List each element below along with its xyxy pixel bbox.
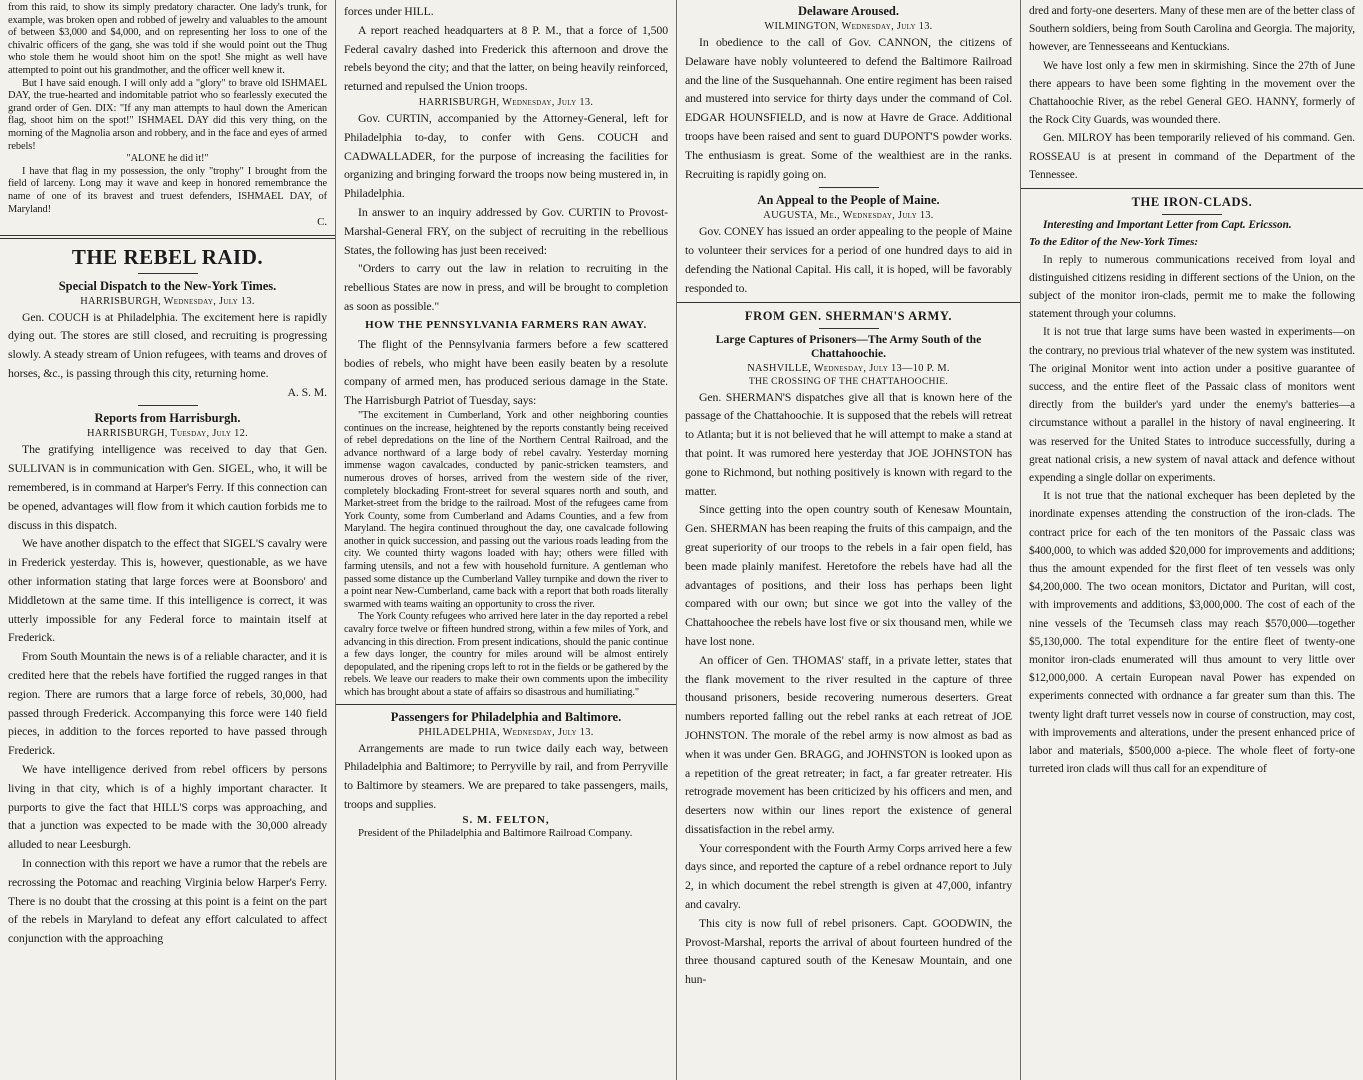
dateline: NASHVILLE, Wednesday, July 13—10 P. M. (747, 362, 950, 374)
paragraph: In reply to numerous communications received from loyal and distinguished citizens residing in different sections of the Union, on the subject of the monitor iron-clads, permit me to make the following statement through your columns. (1029, 253, 1355, 321)
letter-signature: C. (317, 216, 327, 229)
paragraph: But I have said enough. I will only add a "glory" to brave old ISHMAEL DAY, the true-hearted and indomitable patriot who so fearlessly executed the grand order of Gen. DIX: "If any man attempts to haul down the American flag, shoot him on the spot!" ISHMAEL DAY did this very thing, on the morning of the Magnolia arson and robbery, and in the face and eyes of armed rebels! (8, 77, 327, 152)
paragraph: Gov. CURTIN, accompanied by the Attorney-General, left for Philadelphia to-day, to confer with Gens. COUCH and CADWALLADER, for the purpose of increasing the facilities for organizing and bringing forward the troops now being mustered in, in Philadelphia. (344, 110, 668, 201)
main-headline: THE REBEL RAID. (71, 244, 264, 269)
special-dispatch-heading: Special Dispatch to the New-York Times. (58, 278, 277, 293)
passengers-heading: Passengers for Philadelphia and Baltimore. (390, 709, 622, 724)
ironclads-deck: Interesting and Important Letter from Capt. Ericsson. (1043, 219, 1292, 232)
section-divider (336, 704, 676, 705)
paragraph: Gen. MILROY has been temporarily relieved of his command. Gen. ROSSEAU is at present in command of the Department of the Tennessee. (1029, 132, 1355, 181)
short-rule (138, 405, 198, 406)
short-rule (819, 328, 879, 329)
short-rule (1162, 214, 1222, 215)
paragraph: "ALONE he did it!" (126, 153, 209, 165)
paragraph: dred and forty-one deserters. Many of these men are of the better class of Southern soldiers, being from South Carolina and Georgia. The majority, however, are Tennesseeans and Kentuckians. (1029, 5, 1355, 54)
notice-signature: S. M. FELTON, (462, 813, 550, 826)
section-divider (1021, 188, 1363, 189)
paragraph: In connection with this report we have a rumor that the rebels are recrossing the Potomac and reaching Virginia below Harper's Ferry. There is no doubt that the crossing at this point is a feint on the part of the rebels in Maryland to defeat any effort calculated to affect conjunction with the approaching (8, 856, 327, 946)
dateline: HARRISBURGH, Wednesday, July 13. (418, 96, 594, 108)
paragraph: This city is now full of rebel prisoners. Capt. GOODWIN, the Provost-Marshal, reports the arrival of about fourteen hundred of the three thousand captured south of the Kenesaw Mountain, and one hun- (685, 915, 1012, 987)
sherman-subhead: THE CROSSING OF THE CHATTAHOOCHIE. (748, 375, 949, 387)
paragraph: An officer of Gen. THOMAS' staff, in a private letter, states that the flank movement to the river resulted in the capture of three thousand prisoners, beside recovering numerous deserters. Great numbers reported falling out the rebel ranks at each retreat of JOE JOHNSTON. The morale of the rebel army is now almost as bad as when it was under Gen. BRAGG, and JOHNSTON is looked upon as a repetition of the great retreater; in fact, a far greater retreater. His retrograde movement has been criticized by his officers and men, and deserters now within our lines report the existence of general dissatisfaction in the rebel army. (685, 652, 1012, 836)
paragraph: from this raid, to show its simply predatory character. One lady's trunk, for example, was broken open and robbed of jewelry and valuables to the amount of between $3,000 and $4,000, and on representing her loss to one of the chivalric officers of the gang, she was told if she would point out the Thug who stole them he would shoot him on the spot! She might as well have attempted to point out his grandmother, and the officer well knew it. (8, 2, 327, 76)
sherman-heading: FROM GEN. SHERMAN'S ARMY. (744, 308, 953, 323)
section-divider (0, 235, 335, 239)
paragraph: Arrangements are made to run twice daily each way, between Philadelphia and Baltimore; to Perryville by rail, and from Perryville to Baltimore by steamers. We are prepared to take passengers, mails, troops and supplies. (344, 740, 668, 811)
paragraph: forces under HILL. (344, 4, 434, 18)
paragraph: "Orders to carry out the law in relation to recruiting in the rebellious States are now in press, and will be brought to completion as soon as possible." (344, 261, 668, 313)
column-2 (336, 0, 677, 1080)
paragraph: From South Mountain the news is of a reliable character, and it is credited here that the rebels have fortified the rugged ranges in that region. There are rumors that a large force of rebels, 30,000, had passed through Frederick. Accompanying this force were 140 field pieces, in addition to the forces reported to have passed through Frederick. (8, 649, 327, 758)
paragraph: It is not true that the national exchequer has been depleted by the inordinate expenses attending the construction of the iron-clads. The contract price for each of the ten monitors of the Passaic class was $400,000, to which was added $20,000 for improvements and additions; thus the amount expended for the first fleet of ten vessels was only $4,200,000. The two ocean monitors, Dictator and Puritan, will cost, with improvements and additions, $3,000,000. The cost of each of the nine vessels of the Tecumseh class may reach $570,000—together $5,130,000. The total expenditure for the entire fleet of twenty-one monitor iron-clads enumerated will thus amount to very little over $12,000,000. A certain European naval Power has expended on experiments connected with ordnance a far greater sum than this. The twenty light draft turret vessels now in course of construction, may cost, with improvements and alterations, under the present enhanced price of labor and materials, $500,000 a-piece. The whole fleet of forty-one turreted iron clads will thus call for an expenditure of (1029, 490, 1355, 776)
dateline: WILMINGTON, Wednesday, July 13. (764, 21, 933, 32)
paragraph: Gov. CONEY has issued an order appealing to the people of Maine to volunteer their services for a period of one hundred days to aid in defending the National Capital. His call, it is hoped, will be favorably responded to. (685, 224, 1012, 295)
column-4 (1021, 0, 1363, 1080)
delaware-heading: Delaware Aroused. (798, 4, 899, 18)
column-1 (0, 0, 336, 1080)
paragraph: The gratifying intelligence was received to day that Gen. SULLIVAN is in communication with Gen. SIGEL, who, it will be remembered, is in command at Harper's Ferry. If this connection can be opened, advantages will flow from it which caution forbids me to discuss in this dispatch. (8, 442, 327, 532)
paragraph: Gen. COUCH is at Philadelphia. The excitement here is rapidly dying out. The stores are still closed, and recruiting is progressing slowly. A steady stream of Union refugees, with teams and droves of horses, &c., is passing through this city, returning home. (8, 309, 327, 380)
paragraph: A report reached headquarters at 8 P. M., that a force of 1,500 Federal cavalry dashed into Frederick this afternoon and drove the rebels beyond the city; and that the latter, on being heavily reinforced, returned and repulsed the Union troops. (344, 22, 668, 94)
dispatch-signature: A. S. M. (287, 384, 327, 399)
paragraph: It is not true that large sums have been wasted in experiments—on the contrary, no previous trial whatever of the new system was instituted. The original Monitor went into action under a positive guarantee of success, and the entire fleet of the Passaic class of monitors went directly from the builder's yard under the enemy's batteries—a circumstance without a parallel in the history of naval engineering. It was reserved for the United States to introduce successfully, during a great national crisis, a new system of naval attack and defence without expending a single dollar on experiments. (1029, 326, 1355, 484)
dateline: AUGUSTA, Me., Wednesday, July 13. (763, 210, 934, 222)
paragraph: "The excitement in Cumberland, York and other neighboring counties continues on the increase, heightened by the reports constantly being received of rebel depredations on the line of the Northern Central Railroad, and the advance northward of a large body of rebel cavalry. Yesterday morning immense wagon cavalcades, conducted by panic-stricken teamsters, and numerous droves of horses, arrived from the western side of the river, completely blockading Front-street for several squares north and south, and Market-street from the bridge to the railroad. Most of the refugees came from York County, some from Cumberland and Adams Counties, and a few from Maryland. The hegira continued throughout the day, one cavalcade following another in quick succession, and passing out the various roads leading from the city. We counted thirty wagons loaded with hay; others were filled with farming utensils, and not a few with household furniture. A gentleman who passed some distance up the Cumberland Valley turnpike and down the river to a point near New-Cumberland, came back with a report that both roads literally swarmed with teams waiting an opportunity to cross the river. (344, 409, 668, 610)
dateline: PHILADELPHIA, Wednesday, July 13. (418, 726, 594, 738)
column-3 (677, 0, 1021, 1080)
short-rule (819, 187, 879, 188)
dateline: HARRISBURGH, Tuesday, July 12. (86, 428, 249, 440)
paragraph: In answer to an inquiry addressed by Gov. CURTIN to Provost-Marshal-General FRY, on the subject of recruiting in the rebellious States, the following has just been received: (344, 204, 668, 257)
reports-heading: Reports from Harrisburgh. (94, 411, 241, 426)
paragraph: I have that flag in my possession, the only "trophy" I brought from the field of larceny. Long may it wave and keep in honored remembrance the name of one of its bravest and truest defenders, ISHMAEL DAY, of Maryland! (8, 165, 327, 215)
raid-letter-conclusion (8, 2, 327, 230)
paragraph: Your correspondent with the Fourth Army Corps arrived here a few days since, and reported the capture of a rebel ordnance report to July 2, in which document the rebel strength is given at 47,000, infantry and cavalry. (685, 840, 1012, 912)
paragraph: We have lost only a few men in skirmishing. Since the 27th of June there appears to have been some fighting in the movement over the Chattahoochie River, as the rebel General GEO. HANNY, formerly of the Rock City Guards, was wounded there. (1029, 59, 1355, 127)
paragraph: We have intelligence derived from rebel officers by persons living in that city, which is of a highly important character. It purports to give the fact that HILL'S corps was approaching, and that a junction was expected to be made with the 30,000 already alluded to near Leesburgh. (8, 762, 327, 852)
short-rule (138, 273, 198, 274)
paragraph: The flight of the Pennsylvania farmers before a few scattered bodies of rebels, who might have been easily beaten by a resolute company of armed men, has produced serious damage in the State. The Harrisburgh Patriot of Tuesday, says: (344, 336, 668, 408)
paragraph: In obedience to the call of Gov. CANNON, the citizens of Delaware have nobly volunteered to defend the Baltimore Railroad and the line of the Susquehannah. One entire regiment has been raised and mustered into service for thirty days under the command of Col. EDGAR HOUNSFIELD, and is now at Havre de Grace. Additional troops have been raised and sent to guard DUPONT'S powder works. The enthusiasm is great. Some of the wealthiest are in the ranks. Recruiting is rapidly going on. (685, 35, 1012, 181)
ironclads-heading: THE IRON-CLADS. (1131, 195, 1253, 210)
maine-heading: An Appeal to the People of Maine. (757, 193, 940, 208)
section-divider (677, 302, 1020, 303)
sherman-deck: Large Captures of Prisoners—The Army South of the Chattahoochie. (715, 332, 982, 360)
paragraph: We have another dispatch to the effect that SIGEL'S cavalry were in Frederick yesterday. This is, however, questionable, as we have other information stating that large forces were at Boonsboro' and Middletown at the same time. If this intelligence is correct, it was utterly impossible for any Federal force to maintain itself at Frederick. (8, 536, 327, 645)
farmers-heading: HOW THE PENNSYLVANIA FARMERS RAN AWAY. (365, 318, 647, 331)
paragraph: Since getting into the open country south of Kenesaw Mountain, Gen. SHERMAN has been reaping the fruits of this campaign, and the great superiority of our troops to the rebels in a fair open field, has been made plainly manifest. Heretofore the rebels have had all the advantages of positions, and their loss has perhaps been light compared with our own; but since we got into the valley of the Chattahoochee the rebels have lost five or six thousand men, while we have lost none. (685, 502, 1012, 648)
dateline: HARRISBURGH, Wednesday, July 13. (80, 295, 255, 307)
paragraph: The York County refugees who arrived here later in the day reported a rebel cavalry force twelve or fifteen hundred strong, within a few miles of York, and advancing in this direction. From present indications, should the panic continue a few days longer, the country for miles around will be almost entirely depopulated, and the ripening crops left to rot in the fields or be gathered by the rebels. We leave our readers to make their own comments upon the imbecility which has brought about a state of affairs so disastrous and humiliating." (344, 611, 668, 698)
salutation: To the Editor of the New-York Times: (1029, 235, 1199, 248)
paragraph: Gen. SHERMAN'S dispatches give all that is known here of the passage of the Chattahoochie. It is supposed that the rebels will retreat to Atlanta; but it is not believed that he will attempt to make a stand at that point. It was rumored here yesterday that JOE JOHNSTON has gone to Richmond, but nothing positively is known with regard to the matter. (685, 389, 1012, 498)
signature-title: President of the Philadelphia and Baltimore Railroad Company. (358, 827, 633, 840)
